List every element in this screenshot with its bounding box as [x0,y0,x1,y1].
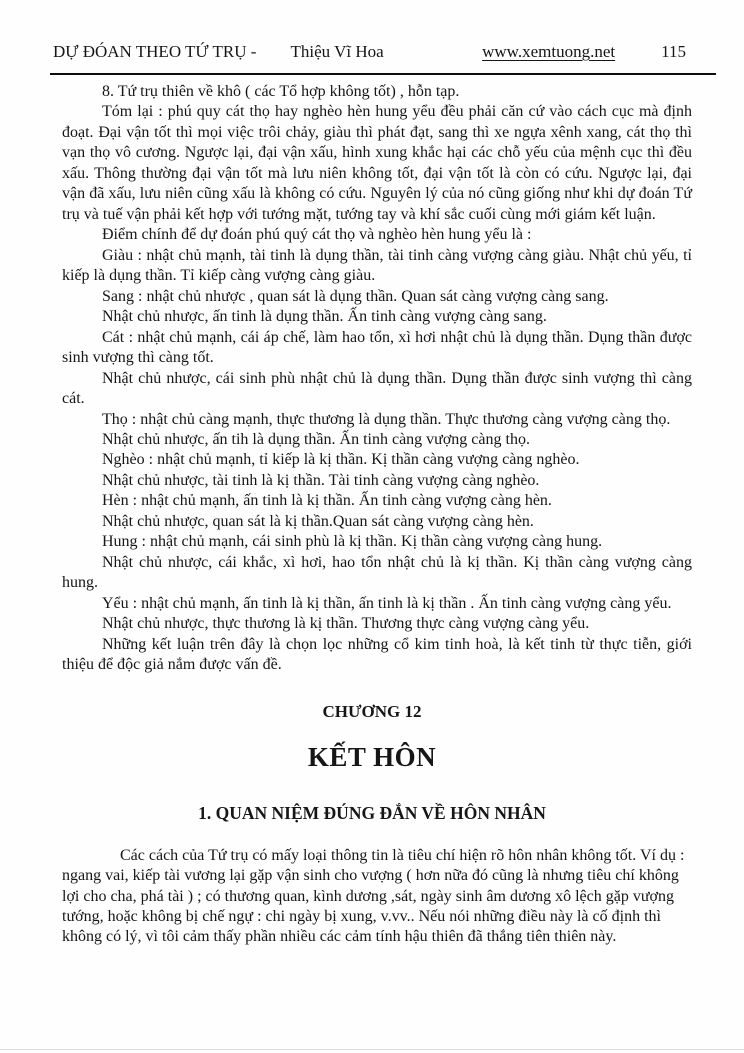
paragraph: Điểm chính để dự đoán phú quý cát thọ và nghèo hèn hung yểu là : [102,226,532,244]
paragraph: Hung : nhật chủ mạnh, cái sinh phù là kị thần. Kị thần càng vượng càng hung. [102,533,603,551]
website-link[interactable]: www.xemtuong.net [482,42,616,61]
author-name: Thiệu Vĩ Hoa [290,42,384,61]
body-text [0,75,744,676]
paragraph: Thọ : nhật chủ càng mạnh, thực thương là dụng thần. Thực thương càng vượng càng thọ. [102,410,671,428]
paragraph: 8. Tứ trụ thiên về khô ( các Tổ hợp không tốt) , hỗn tạp. [102,83,460,100]
paragraph: Sang : nhật chủ nhược , quan sát là dụng thần. Quan sát càng vượng càng sang. [102,287,609,305]
section-heading: 1. QUAN NIỆM ĐÚNG ĐẮN VỀ HÔN NHÂN [198,802,546,823]
paragraph: Nhật chủ nhược, quan sát là kị thần.Quan sát càng vượng càng hèn. [102,512,534,530]
page-number: 115 [661,42,686,61]
paragraph: Giàu : nhật chủ mạnh, tài tinh là dụng thần, tài tinh càng vượng càng giàu. Nhật chủ yếu, tỉ kiếp là dụng thần. Tỉ kiếp càng vượng càng giàu. [62,246,692,285]
paragraph: Hèn : nhật chủ mạnh, ấn tinh là kị thần. Ấn tinh càng vượng càng hèn. [102,492,552,510]
chapter-title: KẾT HÔN [307,741,437,772]
paragraph: Tóm lại : phú quy cát thọ hay nghèo hèn hung yểu đều phải căn cứ vào cách cục mà định đoạt. Đại vận tốt thì mọi việc trôi chảy, giàu thì phát đạt, sang thì xe ngựa xênh xang, cát thọ thì vạn thọ vô cương. Ngược lại, đại vận xấu, hình xung khắc hại các chỗ yếu của mệnh cục thì đều xấu. Thông thường đại vận tốt mà lưu niên không tốt, đại vận tốt là còn có cứu. Ngược lại, đại vận đã xấu, lưu niên cũng xấu là không có cứu. Nguyên lý của nó cũng giống như khi dự đoán Tứ trụ và tuế vận phải kết hợp với tướng mặt, tướng tay và khí sắc cuối cùng mới giám kết luận. [62,103,692,223]
section-text [0,824,744,948]
paragraph: Các cách của Tứ trụ có mấy loại thông tin là tiêu chí hiện rõ hôn nhân không tốt. Ví dụ : ngang vai, kiếp tài vương lại gặp vận sinh cho vượng ( hơn nữa đó cũng là nhưng tiêu chí không lợi cho cha, phá tài ) ; có thương quan, kình dương ,sát, ngày sinh âm dương xô lệch gặp vượng tướng, hoặc không bị chế ngự : chi ngày bị xung, v.vv.. Nếu nói những điều này là cố định thì không có lý, vì tôi cảm thấy phần nhiều các cảm tính hậu thiên đã thắng tiên thiên này. [62,846,685,946]
paragraph: Yểu : nhật chủ mạnh, ấn tinh là kị thần, ấn tinh là kị thần . Ấn tinh càng vượng càng yểu. [102,594,672,612]
paragraph: Cát : nhật chủ mạnh, cái áp chế, làm hao tổn, xì hơi nhật chủ là dụng thần. Dụng thần được sinh vượng thì càng tốt. [62,328,692,367]
paragraph: Nhật chủ nhược, cái sinh phù nhật chủ là dụng thần. Dụng thần được sinh vượng thì càng cát. [62,369,692,408]
paragraph: Nhật chủ nhược, thực thương là kị thần. Thương thực càng vượng càng yểu. [102,615,590,633]
paragraph: Nghèo : nhật chủ mạnh, tỉ kiếp là kị thần. Kị thần càng vượng càng nghèo. [102,451,580,469]
chapter-label: CHƯƠNG 12 [322,701,422,721]
paragraph: Những kết luận trên đây là chọn lọc những cổ kim tinh hoà, là kết tinh từ thực tiễn, giới thiệu để độc giả nắm được vấn đề. [62,635,692,674]
paragraph: Nhật chủ nhược, ấn tinh là dụng thần. Ấn tinh càng vượng càng sang. [102,308,547,326]
paragraph: Nhật chủ nhược, ấn tih là dụng thần. Ấn tinh càng vượng càng thọ. [102,430,530,448]
book-title: DỰ ĐÓAN THEO TỨ TRỤ - [53,42,257,61]
page-header [0,0,744,62]
page-bottom-edge [0,1049,744,1050]
paragraph: Nhật chủ nhược, cái khắc, xì hơi, hao tổn nhật chủ là kị thần. Kị thần càng vượng càng hung. [62,553,692,592]
paragraph: Nhật chủ nhược, tài tinh là kị thần. Tài tinh càng vượng càng nghèo. [102,471,540,489]
